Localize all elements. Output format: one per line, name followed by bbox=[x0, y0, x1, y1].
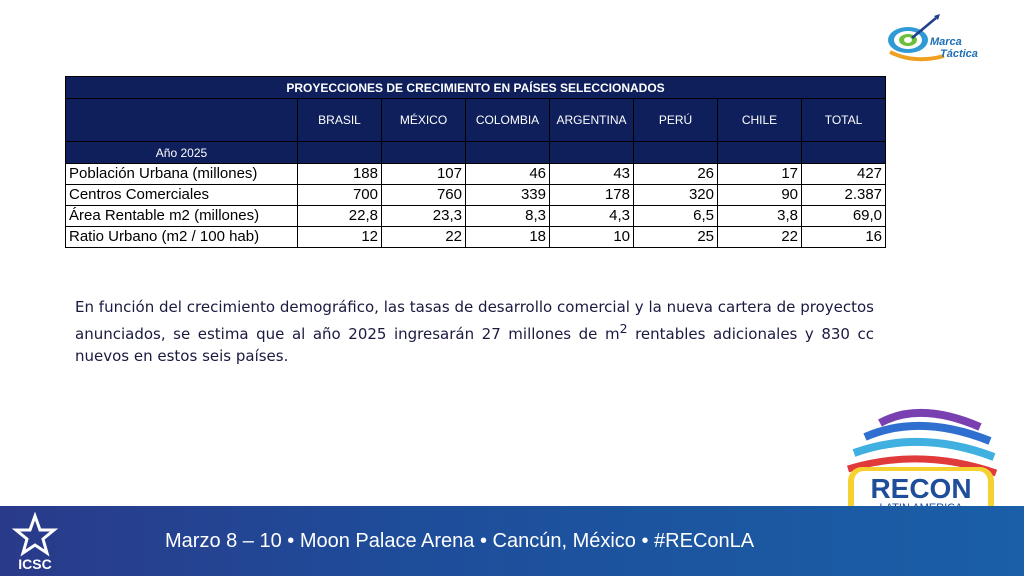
cell: 23,3 bbox=[382, 206, 466, 227]
table-header-row bbox=[66, 99, 886, 142]
cell: 22 bbox=[382, 227, 466, 248]
row-label: Centros Comerciales bbox=[66, 185, 298, 206]
logo-line-2: Táctica bbox=[940, 48, 978, 60]
row-label: Ratio Urbano (m2 / 100 hab) bbox=[66, 227, 298, 248]
cell: 320 bbox=[634, 185, 718, 206]
table-row bbox=[66, 227, 886, 248]
col-header-argentina: ARGENTINA bbox=[550, 99, 634, 142]
cell: 69,0 bbox=[802, 206, 886, 227]
cell: 339 bbox=[466, 185, 550, 206]
cell: 188 bbox=[298, 164, 382, 185]
col-header-colombia: COLOMBIA bbox=[466, 99, 550, 142]
header-empty-cell bbox=[66, 99, 298, 142]
cell: 16 bbox=[802, 227, 886, 248]
logo-line-1: Marca bbox=[930, 36, 962, 48]
cell: 26 bbox=[634, 164, 718, 185]
cell: 700 bbox=[298, 185, 382, 206]
event-info: Marzo 8 – 10 • Moon Palace Arena • Cancún, México • #REConLA bbox=[165, 530, 755, 552]
table-row bbox=[66, 185, 886, 206]
cell: 22 bbox=[718, 227, 802, 248]
cell: 6,5 bbox=[634, 206, 718, 227]
cell: 25 bbox=[634, 227, 718, 248]
cell: 107 bbox=[382, 164, 466, 185]
icsc-label: ICSC bbox=[18, 556, 52, 572]
cell: 4,3 bbox=[550, 206, 634, 227]
cell: 178 bbox=[550, 185, 634, 206]
cell: 43 bbox=[550, 164, 634, 185]
col-header-mexico: MÉXICO bbox=[382, 99, 466, 142]
cell: 90 bbox=[718, 185, 802, 206]
cell: 8,3 bbox=[466, 206, 550, 227]
logo-wordmark bbox=[930, 36, 978, 60]
recon-title: RECON bbox=[870, 473, 972, 504]
year-label: Año 2025 bbox=[66, 142, 298, 164]
icsc-logo bbox=[10, 512, 60, 572]
table-row bbox=[66, 164, 886, 185]
table-row bbox=[66, 206, 886, 227]
cell: 2.387 bbox=[802, 185, 886, 206]
projections-table bbox=[65, 76, 886, 248]
cell: 760 bbox=[382, 185, 466, 206]
table-title-row bbox=[66, 77, 886, 99]
paragraph-text-before: En función del crecimiento demográfico, las tasas de desarrollo comercial y la nueva cartera de proyectos anunciados, se estima que al año 2025 ingresarán 27 millones de m bbox=[75, 298, 874, 343]
cell: 22,8 bbox=[298, 206, 382, 227]
cell: 18 bbox=[466, 227, 550, 248]
col-header-total: TOTAL bbox=[802, 99, 886, 142]
row-label: Población Urbana (millones) bbox=[66, 164, 298, 185]
paragraph-text-after: rentables adicionales y 830 cc nuevos en estos seis países. bbox=[75, 325, 874, 365]
cell: 10 bbox=[550, 227, 634, 248]
col-header-brasil: BRASIL bbox=[298, 99, 382, 142]
cell: 427 bbox=[802, 164, 886, 185]
table-title: PROYECCIONES DE CRECIMIENTO EN PAÍSES SELECCIONADOS bbox=[66, 77, 886, 99]
paragraph-superscript: 2 bbox=[619, 321, 628, 336]
summary-paragraph bbox=[75, 296, 874, 367]
cell: 17 bbox=[718, 164, 802, 185]
row-label: Área Rentable m2 (millones) bbox=[66, 206, 298, 227]
table-year-row bbox=[66, 142, 886, 164]
col-header-chile: CHILE bbox=[718, 99, 802, 142]
cell: 46 bbox=[466, 164, 550, 185]
cell: 12 bbox=[298, 227, 382, 248]
cell: 3,8 bbox=[718, 206, 802, 227]
col-header-peru: PERÚ bbox=[634, 99, 718, 142]
